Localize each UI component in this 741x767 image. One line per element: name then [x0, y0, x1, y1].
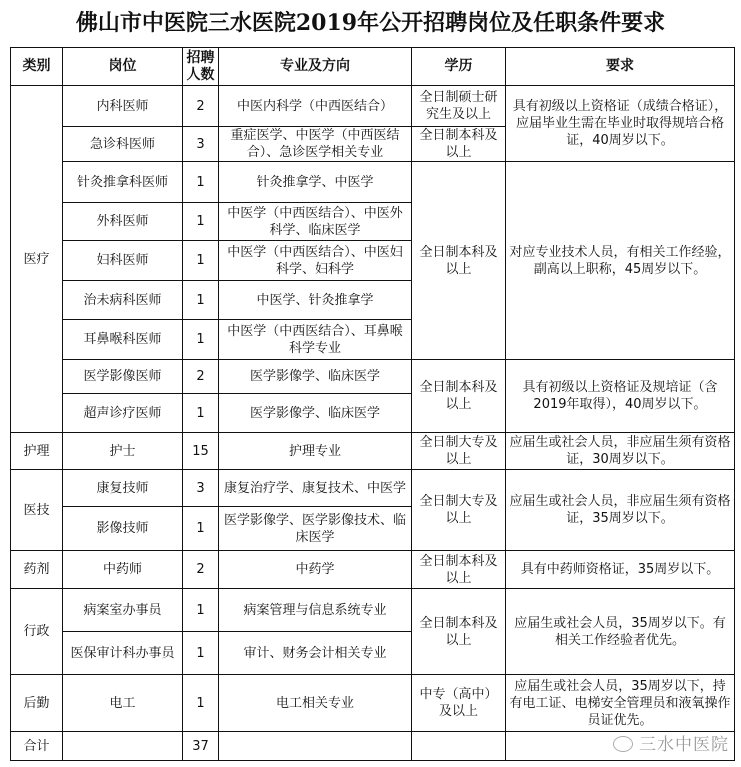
education-cell: 全日制大专及以上 — [412, 433, 506, 470]
category-cell: 护理 — [11, 433, 63, 470]
education-cell: 全日制本科及以上 — [412, 589, 506, 675]
table-row — [11, 360, 735, 394]
position-cell: 中药师 — [63, 551, 183, 589]
requirement-cell: 应届生或社会人员，非应届生须有资格证，35周岁以下。 — [506, 470, 735, 551]
requirement-cell: 应届生或社会人员，35周岁以下，持有电工证、电梯安全管理员和液氧操作员证优先。 — [506, 675, 735, 732]
total-count: 37 — [183, 732, 219, 761]
count-cell: 1 — [183, 589, 219, 632]
count-cell: 2 — [183, 360, 219, 394]
header-category: 类别 — [11, 48, 63, 86]
major-cell: 中医学（中西医结合）、中医妇科学、妇科学 — [219, 241, 412, 281]
education-cell: 全日制本科及以上 — [412, 360, 506, 433]
total-label: 合计 — [11, 732, 63, 761]
requirement-cell: 应届生或社会人员，非应届生须有资格证，30周岁以下。 — [506, 433, 735, 470]
category-cell: 医疗 — [11, 86, 63, 433]
count-cell: 2 — [183, 86, 219, 127]
major-cell: 中医学、针灸推拿学 — [219, 281, 412, 320]
requirement-cell: 具有初级以上资格证（成绩合格证），应届毕业生需在毕业时取得规培合格证，40周岁以下。 — [506, 86, 735, 162]
education-cell: 全日制本科及以上 — [412, 551, 506, 589]
requirement-cell: 具有初级以上资格证及规培证（含2019年取得），40周岁以下。 — [506, 360, 735, 433]
major-cell: 中医学（中西医结合）、中医外科学、临床医学 — [219, 203, 412, 241]
position-cell: 外科医师 — [63, 203, 183, 241]
category-cell: 后勤 — [11, 675, 63, 732]
count-cell: 1 — [183, 394, 219, 433]
major-cell: 中医内科学（中西医结合） — [219, 86, 412, 127]
empty-cell — [63, 732, 183, 761]
position-cell: 康复技师 — [63, 470, 183, 507]
position-cell: 内科医师 — [63, 86, 183, 127]
major-cell: 医学影像学、临床医学 — [219, 360, 412, 394]
table-row — [11, 86, 735, 127]
count-cell: 1 — [183, 281, 219, 320]
category-cell: 医技 — [11, 470, 63, 551]
major-cell: 护理专业 — [219, 433, 412, 470]
empty-cell — [412, 732, 506, 761]
table-row — [11, 589, 735, 632]
count-cell: 1 — [183, 241, 219, 281]
education-cell: 全日制大专及以上 — [412, 470, 506, 551]
position-cell: 耳鼻喉科医师 — [63, 320, 183, 360]
major-cell: 中药学 — [219, 551, 412, 589]
count-cell: 2 — [183, 551, 219, 589]
table-row — [11, 162, 735, 203]
position-cell: 针灸推拿科医师 — [63, 162, 183, 203]
category-cell: 药剂 — [11, 551, 63, 589]
requirement-cell: 对应专业技术人员，有相关工作经验，副高以上职称，45周岁以下。 — [506, 162, 735, 360]
position-cell: 影像技师 — [63, 507, 183, 551]
count-cell: 3 — [183, 127, 219, 162]
position-cell: 电工 — [63, 675, 183, 732]
count-cell: 1 — [183, 675, 219, 732]
position-cell: 急诊科医师 — [63, 127, 183, 162]
education-cell: 全日制硕士研究生及以上 — [412, 86, 506, 127]
major-cell: 针灸推拿学、中医学 — [219, 162, 412, 203]
position-cell: 超声诊疗医师 — [63, 394, 183, 433]
major-cell: 康复治疗学、康复技术、中医学 — [219, 470, 412, 507]
count-cell: 1 — [183, 632, 219, 675]
watermark — [613, 730, 729, 755]
header-major: 专业及方向 — [219, 48, 412, 86]
position-cell: 医学影像医师 — [63, 360, 183, 394]
page-title: 佛山市中医院三水医院2019年公开招聘岗位及任职条件要求 — [75, 10, 666, 36]
category-cell: 行政 — [11, 589, 63, 675]
major-cell: 审计、财务会计相关专业 — [219, 632, 412, 675]
wechat-icon — [613, 736, 633, 752]
education-cell: 中专（高中）及以上 — [412, 675, 506, 732]
position-cell: 护士 — [63, 433, 183, 470]
table-row — [11, 675, 735, 732]
count-cell: 1 — [183, 203, 219, 241]
position-cell: 治未病科医师 — [63, 281, 183, 320]
header-position: 岗位 — [63, 48, 183, 86]
header-education: 学历 — [412, 48, 506, 86]
major-cell: 重症医学、中医学（中西医结合）、急诊医学相关专业 — [219, 127, 412, 162]
major-cell: 电工相关专业 — [219, 675, 412, 732]
major-cell: 医学影像学、临床医学 — [219, 394, 412, 433]
table-row — [11, 551, 735, 589]
header-count: 招聘人数 — [183, 48, 219, 86]
education-cell: 全日制本科及以上 — [412, 127, 506, 162]
position-cell: 医保审计科办事员 — [63, 632, 183, 675]
major-cell: 中医学（中西医结合）、耳鼻喉科学专业 — [219, 320, 412, 360]
recruitment-table — [10, 47, 735, 761]
count-cell: 1 — [183, 320, 219, 360]
requirement-cell: 具有中药师资格证，35周岁以下。 — [506, 551, 735, 589]
header-row — [11, 48, 735, 86]
count-cell: 1 — [183, 162, 219, 203]
major-cell: 医学影像学、医学影像技术、临床医学 — [219, 507, 412, 551]
education-cell: 全日制本科及以上 — [412, 162, 506, 360]
table-row — [11, 433, 735, 470]
position-cell: 妇科医师 — [63, 241, 183, 281]
position-cell: 病案室办事员 — [63, 589, 183, 632]
table-row — [11, 470, 735, 507]
watermark-text: 三水中医院 — [639, 735, 729, 755]
empty-cell — [219, 732, 412, 761]
header-requirement: 要求 — [506, 48, 735, 86]
requirement-cell: 应届生或社会人员，35周岁以下。有相关工作经验者优先。 — [506, 589, 735, 675]
major-cell: 病案管理与信息系统专业 — [219, 589, 412, 632]
count-cell: 15 — [183, 433, 219, 470]
count-cell: 1 — [183, 507, 219, 551]
count-cell: 3 — [183, 470, 219, 507]
